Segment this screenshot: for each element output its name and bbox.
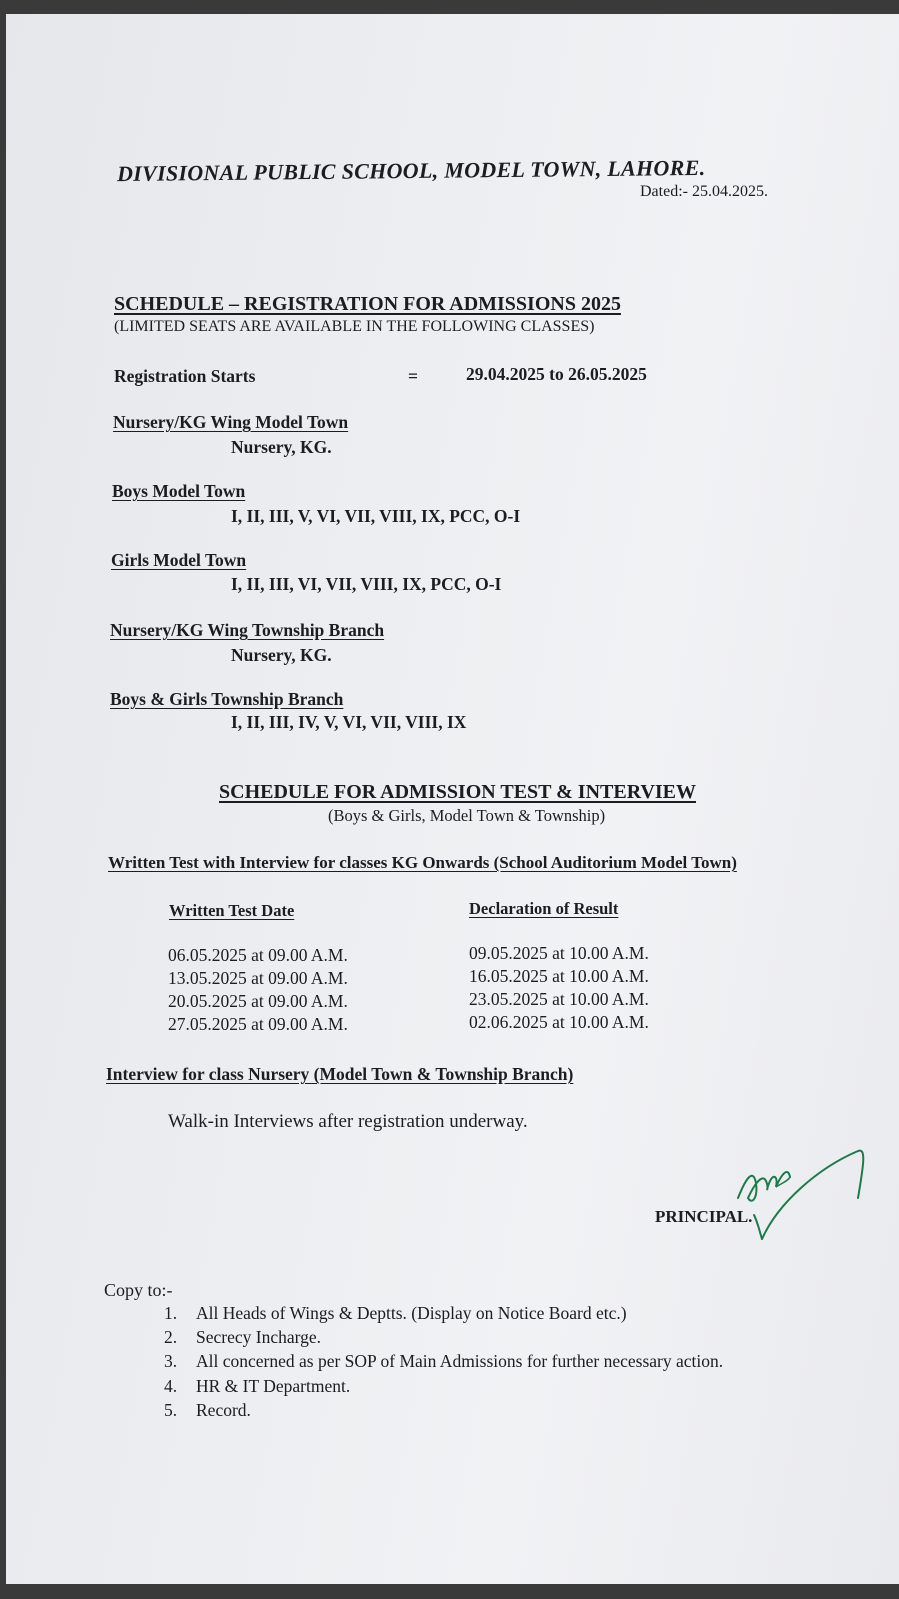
test-date: 13.05.2025 at 09.00 A.M. xyxy=(168,968,348,988)
date-line: Dated:- 25.04.2025. xyxy=(640,183,768,200)
registration-heading: SCHEDULE – REGISTRATION FOR ADMISSIONS 2025 xyxy=(114,293,621,315)
registration-dates: 29.04.2025 to 26.05.2025 xyxy=(466,364,647,384)
test-date: 27.05.2025 at 09.00 A.M. xyxy=(168,1014,348,1034)
copy-to-item: HR & IT Department. xyxy=(196,1376,351,1396)
written-test-title: Written Test with Interview for classes KG Onwards (School Auditorium Model Town) xyxy=(108,853,737,872)
copy-to-item: All Heads of Wings & Deptts. (Display on Notice Board etc.) xyxy=(196,1303,627,1323)
admission-heading: SCHEDULE FOR ADMISSION TEST & INTERVIEW xyxy=(219,781,697,803)
copy-to-number: 2. xyxy=(164,1327,178,1347)
copy-to-item: Secrecy Incharge. xyxy=(196,1327,322,1347)
branch-name: Boys & Girls Township Branch xyxy=(110,689,344,709)
branch-name: Nursery/KG Wing Model Town xyxy=(113,412,349,432)
copy-to-number: 5. xyxy=(164,1400,178,1420)
copy-to-number: 3. xyxy=(164,1351,178,1371)
principal-signature xyxy=(718,1143,868,1243)
branch-name: Girls Model Town xyxy=(111,550,247,570)
admission-subheading: (Boys & Girls, Model Town & Township) xyxy=(328,806,606,825)
test-date: 20.05.2025 at 09.00 A.M. xyxy=(168,991,348,1011)
branch-classes: I, II, III, VI, VII, VIII, IX, PCC, O-I xyxy=(231,574,502,594)
column-header: Declaration of Result xyxy=(469,899,619,918)
copy-to-number: 4. xyxy=(164,1376,178,1396)
result-date: 02.06.2025 at 10.00 A.M. xyxy=(469,1012,649,1032)
branch-name: Boys Model Town xyxy=(112,481,246,501)
branch-classes: I, II, III, IV, V, VI, VII, VIII, IX xyxy=(231,712,467,732)
result-date: 23.05.2025 at 10.00 A.M. xyxy=(469,989,649,1009)
copy-to-number: 1. xyxy=(164,1303,178,1323)
registration-equals: = xyxy=(408,366,418,386)
column-header: Written Test Date xyxy=(169,901,295,920)
copy-to-item: All concerned as per SOP of Main Admissions for further necessary action. xyxy=(196,1351,724,1371)
branch-classes: Nursery, KG. xyxy=(231,645,332,665)
nursery-interview-title: Interview for class Nursery (Model Town & Township Branch) xyxy=(106,1064,574,1084)
copy-to-label: Copy to:- xyxy=(104,1280,173,1300)
principal-title: PRINCIPAL. xyxy=(655,1207,753,1226)
branch-classes: I, II, III, V, VI, VII, VIII, IX, PCC, O-I xyxy=(231,506,521,526)
test-date: 06.05.2025 at 09.00 A.M. xyxy=(168,945,348,965)
branch-name: Nursery/KG Wing Township Branch xyxy=(110,620,385,640)
result-date: 16.05.2025 at 10.00 A.M. xyxy=(469,966,649,986)
result-date: 09.05.2025 at 10.00 A.M. xyxy=(469,943,649,963)
nursery-interview-note: Walk-in Interviews after registration underway. xyxy=(168,1111,528,1132)
copy-to-item: Record. xyxy=(196,1400,251,1420)
branch-classes: Nursery, KG. xyxy=(231,437,332,457)
registration-note: (LIMITED SEATS ARE AVAILABLE IN THE FOLLOWING CLASSES) xyxy=(114,318,595,335)
registration-label: Registration Starts xyxy=(114,366,256,386)
school-name: DIVISIONAL PUBLIC SCHOOL, MODEL TOWN, LAHORE. xyxy=(116,154,706,187)
